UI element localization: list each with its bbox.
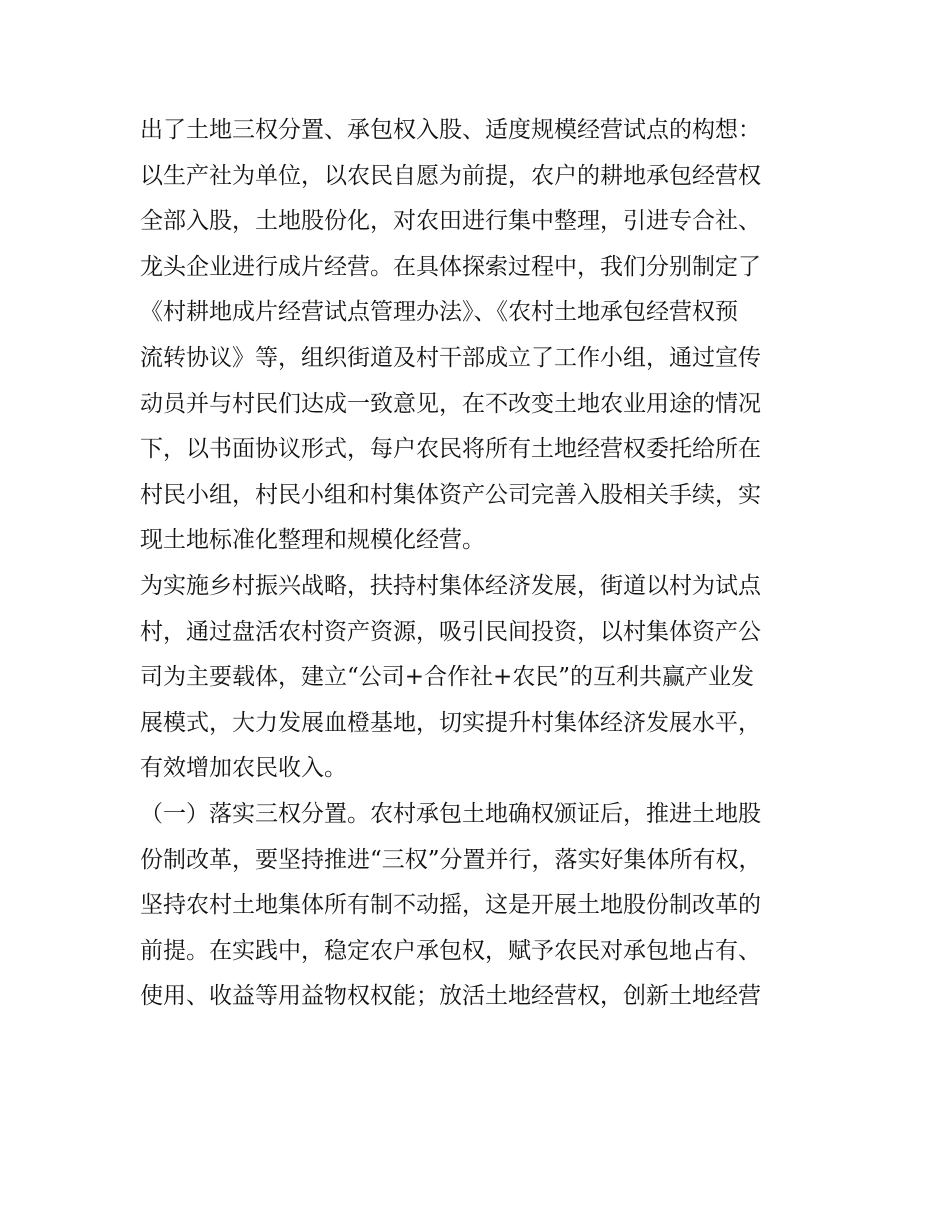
text-line: 有效增加农民收入。 (140, 755, 347, 782)
text-line: 现土地标准化整理和规模化经营。 (140, 527, 485, 554)
text-line: 村，通过盘活农村资产资源，吸引民间投资，以村集体资产公 (140, 618, 761, 645)
body-text (140, 108, 820, 1020)
text-line: 份制改革，要坚持推进“三权”分置并行，落实好集体所有权， (140, 846, 762, 873)
text-line: 出了土地三权分置、承包权入股、适度规模经营试点的构想： (140, 117, 761, 143)
text-line: 下，以书面协议形式，每户农民将所有土地经营权委托给所在 (140, 436, 761, 463)
text-line: （一）落实三权分置。农村承包土地确权颁证后，推进土地股 (140, 800, 761, 827)
text-line: 司为主要载体，建立“公司+合作社+农民”的互利共赢产业发 (140, 664, 755, 691)
text-line: 为实施乡村振兴战略，扶持村集体经济发展，街道以村为试点 (140, 572, 761, 599)
text-line: 前提。在实践中，稳定农户承包权，赋予农民对承包地占有、 (140, 937, 761, 964)
text-line: 全部入股，土地股份化，对农田进行集中整理，引进专合社、 (140, 208, 761, 235)
text-line: 展模式，大力发展血橙基地，切实提升村集体经济发展水平， (140, 709, 761, 736)
text-line: 村民小组，村民小组和村集体资产公司完善入股相关手续，实 (140, 481, 761, 508)
text-line: 使用、收益等用益物权权能；放活土地经营权，创新土地经营 (140, 983, 761, 1010)
text-line: 《村耕地成片经营试点管理办法》、《农村土地承包经营权预 (140, 299, 738, 326)
text-line: 流转协议》等，组织街道及村干部成立了工作小组，通过宣传 (140, 344, 761, 371)
text-line: 以生产社为单位，以农民自愿为前提，农户的耕地承包经营权 (140, 162, 761, 189)
text-line: 动员并与村民们达成一致意见，在不改变土地农业用途的情况 (140, 390, 761, 417)
text-line: 坚持农村土地集体所有制不动摇，这是开展土地股份制改革的 (140, 892, 761, 919)
text-line: 龙头企业进行成片经营。在具体探索过程中，我们分别制定了 (140, 253, 761, 280)
